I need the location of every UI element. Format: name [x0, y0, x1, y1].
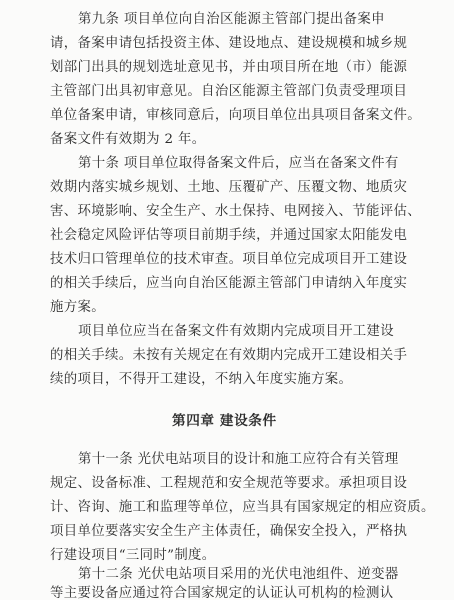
text-line: 请，备案申请包括投资主体、建设地点、建设规模和城乡规	[50, 36, 408, 51]
text-line: 规定、设备标准、工程规范和安全规范等要求。承担项目设	[50, 476, 408, 491]
text-line: 续的项目，不得开工建设，不纳入年度实施方案。	[50, 372, 353, 387]
text-line: 第十二条 光伏电站项目采用的光伏电池组件、逆变器	[78, 567, 399, 582]
text-line: 主管部门出具初审意见。自治区能源主管部门负责受理项目	[50, 84, 408, 99]
text-line: 项目单位应当在备案文件有效期内完成项目开工建设	[78, 324, 395, 339]
text-line: 害、环境影响、安全生产、水土保持、电网接入、节能评估、	[50, 204, 421, 219]
text-line: 计、咨询、施工和监理等单位，应当具有国家规定的相应资质。	[50, 500, 435, 515]
text-line: 第十一条 光伏电站项目的设计和施工应符合有关管理	[78, 452, 399, 467]
chapter-title: 第四章 建设条件	[172, 413, 277, 429]
text-line: 项目单位要落实安全生产主体责任，确保安全投入，严格执	[50, 524, 408, 539]
text-line: 社会稳定风险评估等项目前期手续，并通过国家太阳能发电	[50, 228, 408, 243]
text-line: 的相关手续后，应当向自治区能源主管部门申请纳入年度实	[50, 276, 408, 291]
text-line: 划部门出具的规划选址意见书，并由项目所在地（市）能源	[50, 60, 408, 75]
text-line: 行建设项目“三同时”制度。	[50, 548, 216, 563]
text-line: 备案文件有效期为 2 年。	[50, 132, 206, 147]
text-line: 效期内落实城乡规划、土地、压覆矿产、压覆文物、地质灾	[50, 180, 408, 195]
text-line: 技术归口管理单位的技术审查。项目单位完成项目开工建设	[50, 252, 408, 267]
text-line: 第九条 项目单位向自治区能源主管部门提出备案申	[78, 12, 385, 27]
text-line: 施方案。	[50, 300, 105, 315]
text-line: 第十条 项目单位取得备案文件后，应当在备案文件有	[78, 156, 399, 171]
text-line: 的相关手续。未按有关规定在有效期内完成开工建设相关手	[50, 348, 408, 363]
text-line: 单位备案申请，审核同意后，向项目单位出具项目备案文件。	[50, 108, 421, 123]
text-line: 等主要设备应通过符合国家规定的认证认可机构的检测认	[50, 586, 394, 601]
